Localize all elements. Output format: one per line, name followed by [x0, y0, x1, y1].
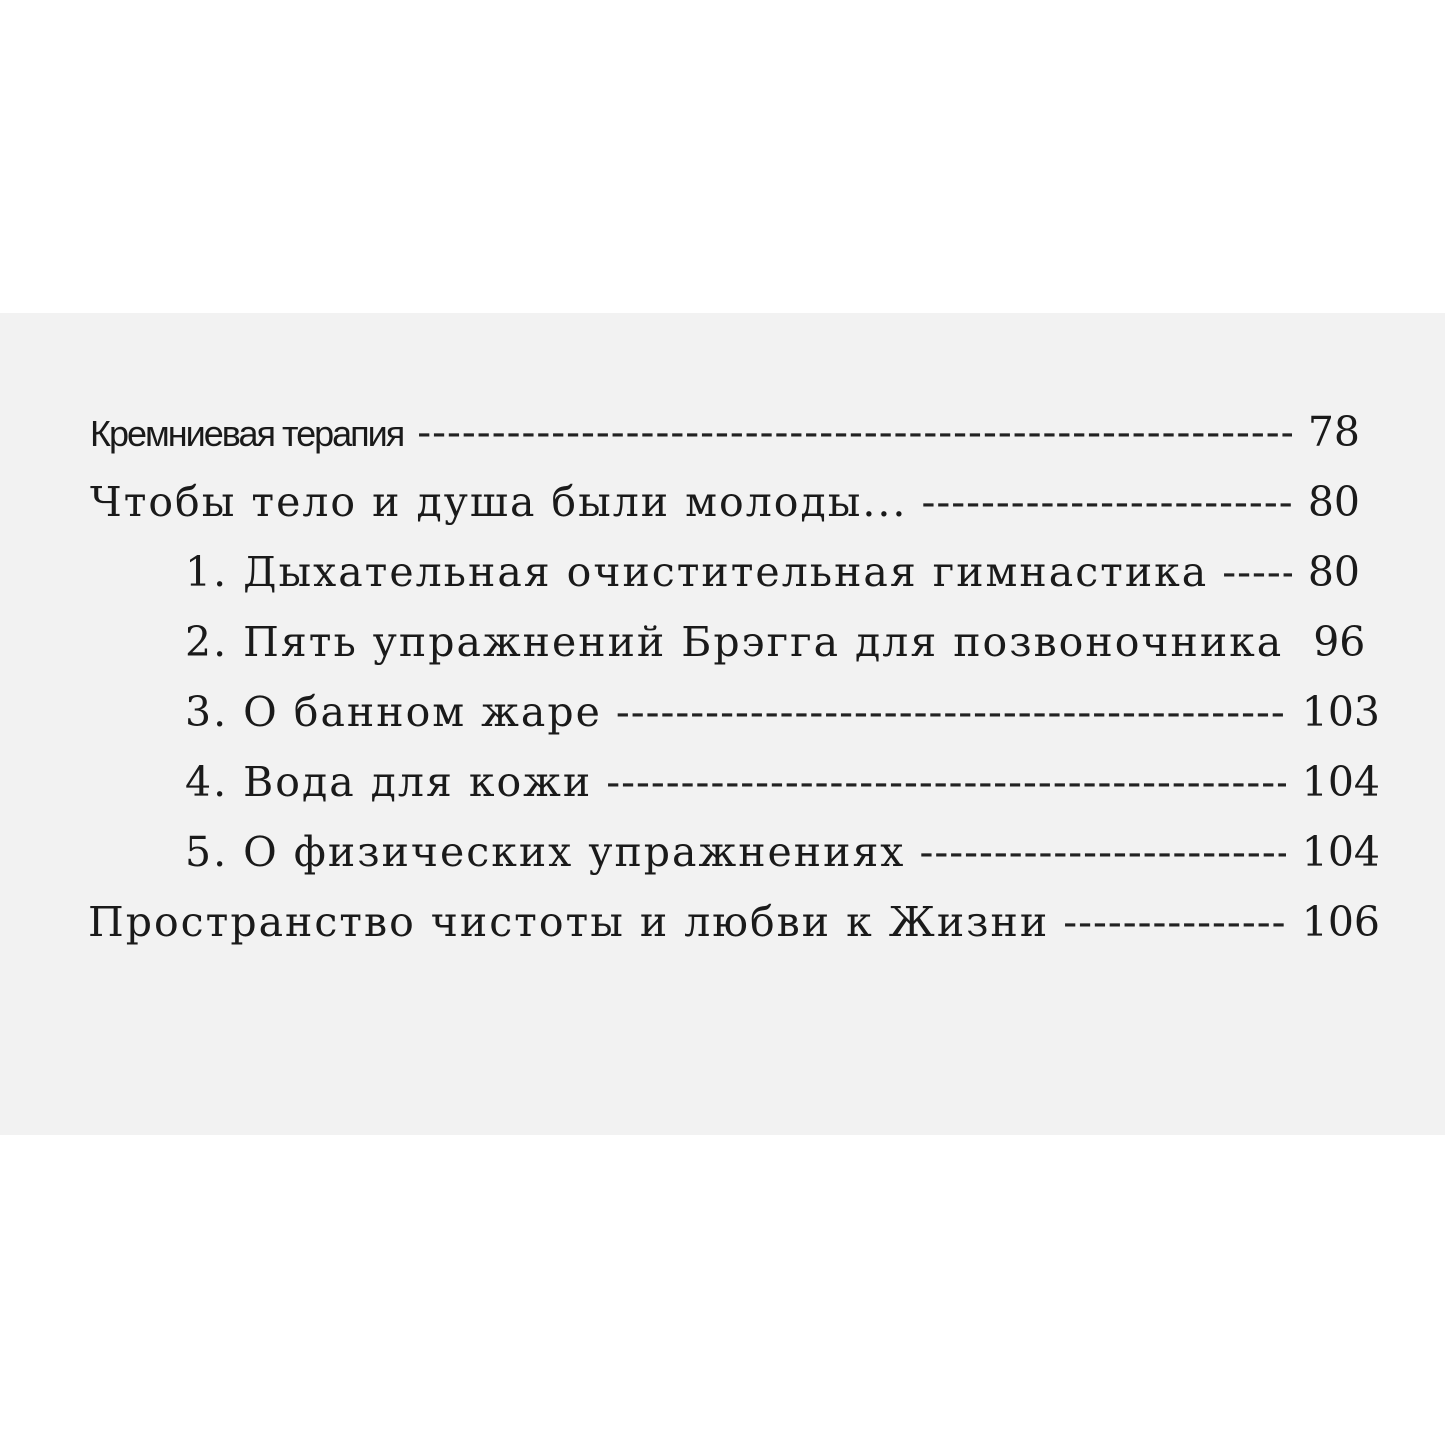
toc-entry — [185, 688, 1380, 748]
toc-entry-title: 5. О физических упражнениях — [185, 828, 906, 876]
toc-entry-title: 1. Дыхательная очистительная гимнастика — [185, 548, 1209, 596]
toc-page-number: 80 — [1307, 478, 1360, 526]
toc-page-number: 78 — [1307, 408, 1360, 456]
dot-leader — [1063, 898, 1286, 946]
toc-entry — [185, 758, 1380, 818]
dot-leader — [1222, 548, 1292, 596]
toc-entry-title: 2. Пять упражнений Брэгга для позвоночника — [185, 618, 1284, 666]
toc-entry — [185, 548, 1360, 608]
toc-page-number: 104 — [1301, 758, 1380, 806]
toc-entry — [88, 898, 1380, 958]
toc-page-number: 106 — [1301, 898, 1380, 946]
toc-page-number: 103 — [1301, 688, 1380, 736]
toc-entry — [90, 408, 1360, 468]
toc-entry — [90, 478, 1360, 538]
toc-page-number: 104 — [1301, 828, 1380, 876]
dot-leader — [606, 758, 1286, 806]
dot-leader — [616, 688, 1286, 736]
toc-entry-title: 3. О банном жаре — [185, 688, 602, 736]
toc-entry — [185, 828, 1380, 888]
toc-entry-title: Пространство чистоты и любви к Жизни — [88, 898, 1050, 946]
toc-page-number: 80 — [1307, 548, 1360, 596]
toc-entry-title: Кремниевая терапия — [90, 413, 404, 454]
dot-leader — [921, 478, 1291, 526]
toc-entry-title: Чтобы тело и душа были молоды... — [90, 478, 908, 526]
toc-entry-title: 4. Вода для кожи — [185, 758, 593, 806]
dot-leader — [919, 828, 1285, 876]
toc-entry — [185, 618, 1366, 678]
toc-page-number: 96 — [1313, 618, 1366, 666]
scanned-page — [0, 313, 1445, 1135]
dot-leader — [417, 408, 1292, 456]
